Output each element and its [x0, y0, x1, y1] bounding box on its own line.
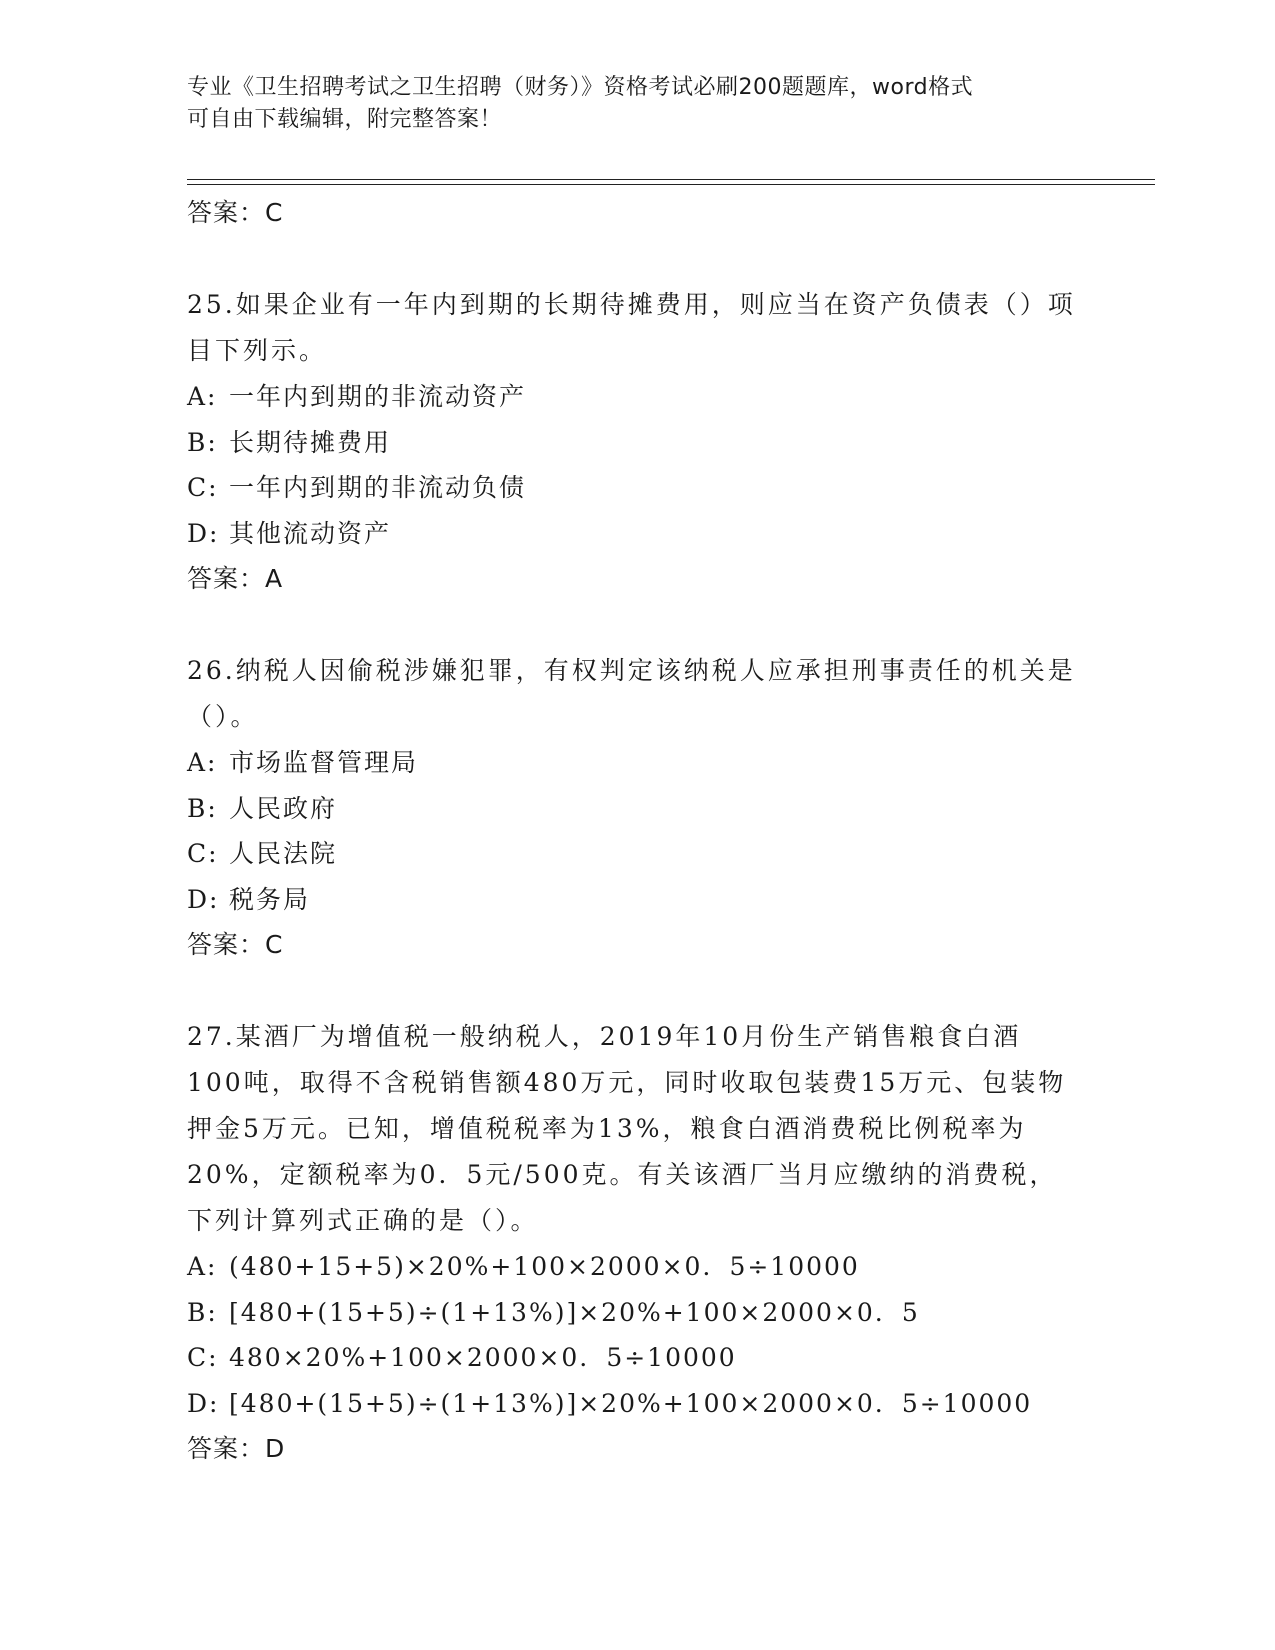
option-key: C: [187, 1343, 219, 1372]
option-text: 人民政府 [229, 793, 338, 823]
option-text: 480×20%+100×2000×0．5÷10000 [229, 1343, 737, 1372]
answer: 答案：C [187, 930, 284, 959]
option-key: A: [187, 1252, 218, 1281]
option-text: 一年内到期的非流动负债 [229, 473, 527, 502]
header-divider [187, 179, 1155, 180]
option-text: 一年内到期的非流动资产 [229, 382, 527, 411]
question-27 [187, 1014, 1087, 1472]
option-text: 长期待摊费用 [229, 427, 392, 457]
option-text: 人民法院 [229, 839, 338, 868]
answer: 答案：A [187, 564, 284, 593]
previous-answer: 答案：C [187, 198, 284, 227]
option-key: B: [187, 1297, 218, 1327]
option-c [187, 465, 1087, 511]
option-text: (480+15+5)×20%+100×2000×0．5÷10000 [229, 1252, 860, 1281]
option-b [187, 420, 1087, 466]
option-key: A: [187, 748, 218, 777]
option-key: B: [187, 793, 218, 823]
option-d [187, 877, 1087, 923]
option-c [187, 1335, 1087, 1381]
page-header [187, 72, 1067, 136]
option-text: 市场监督管理局 [229, 748, 419, 777]
question-text: 27.某酒厂为增值税一般纳税人，2019年10月份生产销售粮食白酒100吨，取得不含税销售额480万元，同时收取包装费15万元、包装物押金5万元。已知，增值税税率为13%，粮食白酒消费税比例税率为20%，定额税率为0．5元/500克。有关该酒厂当月应缴纳的消费税，下列计算列式正确的是（）。 [187, 1022, 1067, 1235]
question-26 [187, 648, 1087, 968]
question-text: 26.纳税人因偷税涉嫌犯罪，有权判定该纳税人应承担刑事责任的机关是（）。 [187, 656, 1076, 731]
option-c [187, 831, 1087, 877]
option-a [187, 374, 1087, 420]
header-line-1: 专业《卫生招聘考试之卫生招聘（财务）》资格考试必刷200题题库，word格式 [187, 75, 974, 100]
option-key: D: [187, 518, 220, 548]
option-d [187, 1381, 1087, 1427]
option-b [187, 786, 1087, 832]
header-divider [187, 184, 1155, 185]
header-line-2: 可自由下载编辑，附完整答案！ [187, 107, 503, 132]
question-text: 25.如果企业有一年内到期的长期待摊费用，则应当在资产负债表（）项目下列示。 [187, 290, 1076, 365]
option-text: [480+(15+5)÷(1+13%)]×20%+100×2000×0．5 [229, 1297, 920, 1327]
option-a [187, 740, 1087, 786]
option-key: D: [187, 884, 220, 914]
option-a [187, 1244, 1087, 1290]
option-text: [480+(15+5)÷(1+13%)]×20%+100×2000×0．5÷10000 [229, 1388, 1033, 1418]
option-text: 其他流动资产 [229, 518, 392, 548]
option-d [187, 511, 1087, 557]
question-25 [187, 282, 1087, 602]
option-key: C: [187, 839, 219, 868]
option-key: B: [187, 427, 218, 457]
option-b [187, 1290, 1087, 1336]
option-key: A: [187, 382, 218, 411]
answer: 答案：D [187, 1434, 286, 1463]
document-body [187, 190, 1087, 1472]
option-text: 税务局 [229, 884, 311, 914]
option-key: C: [187, 473, 219, 502]
option-key: D: [187, 1388, 220, 1418]
